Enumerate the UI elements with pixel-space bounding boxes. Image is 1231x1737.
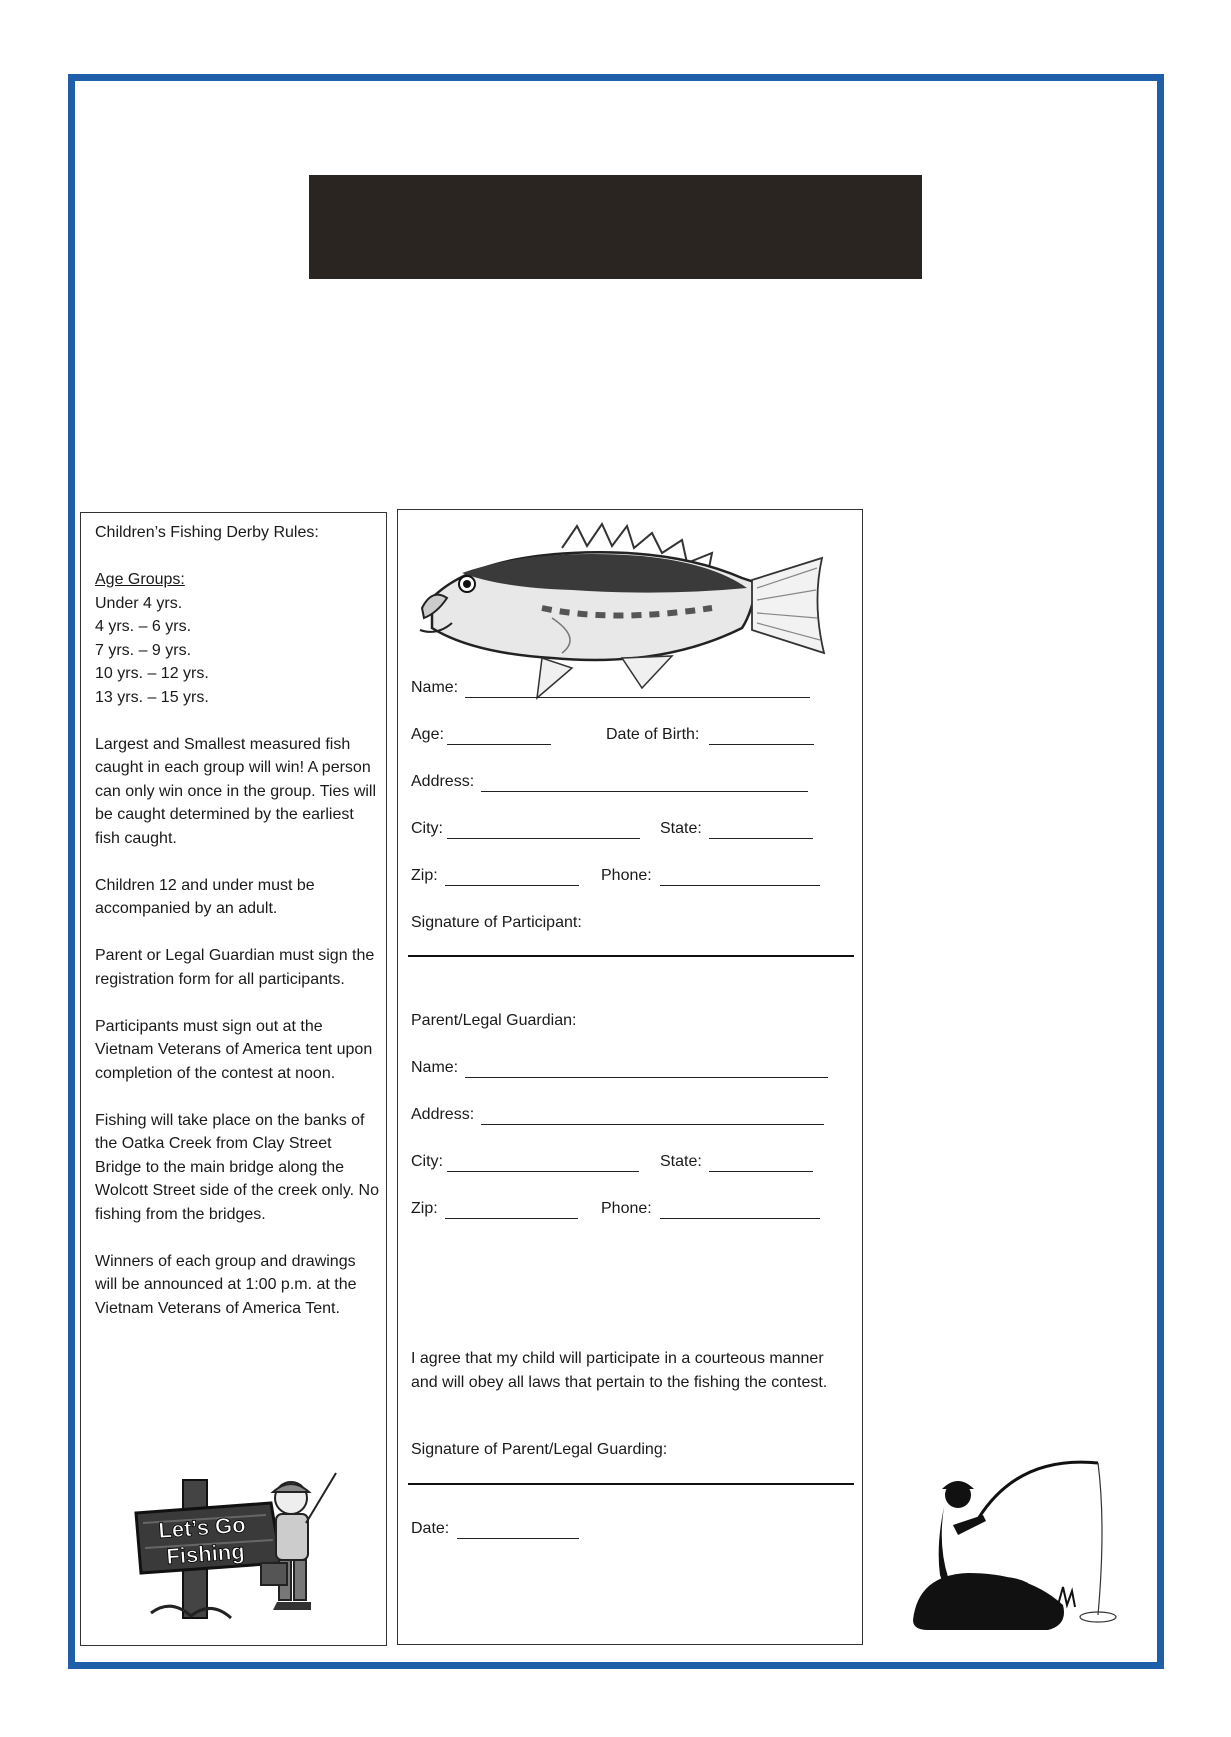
guardian-name-field[interactable]	[465, 1077, 828, 1078]
rule-guardian: Parent or Legal Guardian must sign the registration form for all participants.	[95, 947, 375, 988]
participant-signature-label: Signature of Participant:	[411, 914, 582, 931]
guardian-address-label: Address:	[411, 1106, 475, 1123]
city-label: City:	[411, 820, 443, 837]
zip-field[interactable]	[445, 885, 579, 886]
dob-field[interactable]	[709, 744, 814, 745]
city-field[interactable]	[447, 838, 640, 839]
address-field[interactable]	[481, 791, 808, 792]
guardian-city-label: City:	[411, 1153, 443, 1170]
guardian-name-label: Name:	[411, 1059, 459, 1076]
rule-location: Fishing will take place on the banks of the Oatka Creek from Clay Street Bridge to the main bridge along the Wolcott Street side of the creek only. No fishing from the bridges.	[95, 1111, 379, 1223]
rule-announcement: Winners of each group and drawings will be announced at 1:00 p.m. at the Vietnam Veterans of America Tent.	[95, 1252, 357, 1317]
dob-label: Date of Birth:	[606, 726, 700, 743]
age-group-item: 4 yrs. – 6 yrs.	[95, 618, 192, 635]
age-groups-list	[95, 592, 380, 710]
sign-line-2: Fishing	[165, 1538, 246, 1569]
fisherman-silhouette-illustration	[908, 1455, 1118, 1635]
phone-field[interactable]	[660, 885, 820, 886]
guardian-phone-field[interactable]	[660, 1218, 820, 1219]
state-field[interactable]	[709, 838, 813, 839]
age-group-item: Under 4 yrs.	[95, 594, 183, 612]
guardian-zip-label: Zip:	[411, 1200, 438, 1217]
state-label: State:	[660, 820, 702, 837]
age-label: Age:	[411, 726, 444, 743]
guardian-city-field[interactable]	[447, 1171, 639, 1172]
phone-label: Phone:	[601, 867, 652, 884]
date-field[interactable]	[457, 1538, 579, 1539]
age-group-item: 10 yrs. – 12 yrs.	[95, 665, 209, 682]
agreement-text: I agree that my child will participate in a courteous manner and will obey all laws that pertain to the fishing the contest.	[411, 1350, 828, 1391]
guardian-zip-field[interactable]	[445, 1218, 578, 1219]
age-groups-heading: Age Groups:	[95, 571, 185, 588]
rule-signout: Participants must sign out at the Vietnam Veterans of America tent upon completion of the contest at noon.	[95, 1017, 373, 1082]
name-label: Name:	[411, 679, 459, 696]
age-group-item: 7 yrs. – 9 yrs.	[95, 641, 192, 659]
guardian-state-field[interactable]	[709, 1171, 813, 1172]
registration-form	[397, 509, 863, 1645]
parent-signature-field[interactable]	[408, 1483, 854, 1485]
date-label: Date:	[411, 1520, 450, 1537]
rules-text	[95, 521, 380, 1344]
guardian-address-field[interactable]	[481, 1124, 824, 1125]
name-field[interactable]	[465, 697, 810, 698]
parent-signature-label: Signature of Parent/Legal Guarding:	[411, 1441, 668, 1458]
guardian-state-label: State:	[660, 1153, 702, 1170]
lets-go-fishing-sign-illustration	[131, 1468, 346, 1628]
guardian-phone-label: Phone:	[601, 1200, 652, 1217]
participant-signature-field[interactable]	[408, 955, 854, 957]
address-label: Address:	[411, 773, 475, 790]
rule-adult: Children 12 and under must be accompanied by an adult.	[95, 876, 315, 917]
rule-winners: Largest and Smallest measured fish caught in each group will win! A person can only win once in the group. Ties will be caught determined by the earliest fish caught.	[95, 735, 377, 847]
zip-label: Zip:	[411, 867, 438, 884]
sign-line-1: Let’s Go	[157, 1511, 247, 1543]
rules-panel	[80, 512, 387, 1646]
bass-fish-illustration	[412, 518, 832, 708]
age-group-item: 13 yrs. – 15 yrs.	[95, 688, 209, 706]
age-field[interactable]	[447, 744, 551, 745]
guardian-heading: Parent/Legal Guardian:	[411, 1012, 577, 1029]
rules-title: Children’s Fishing Derby Rules:	[95, 524, 319, 541]
title-banner	[309, 175, 922, 279]
